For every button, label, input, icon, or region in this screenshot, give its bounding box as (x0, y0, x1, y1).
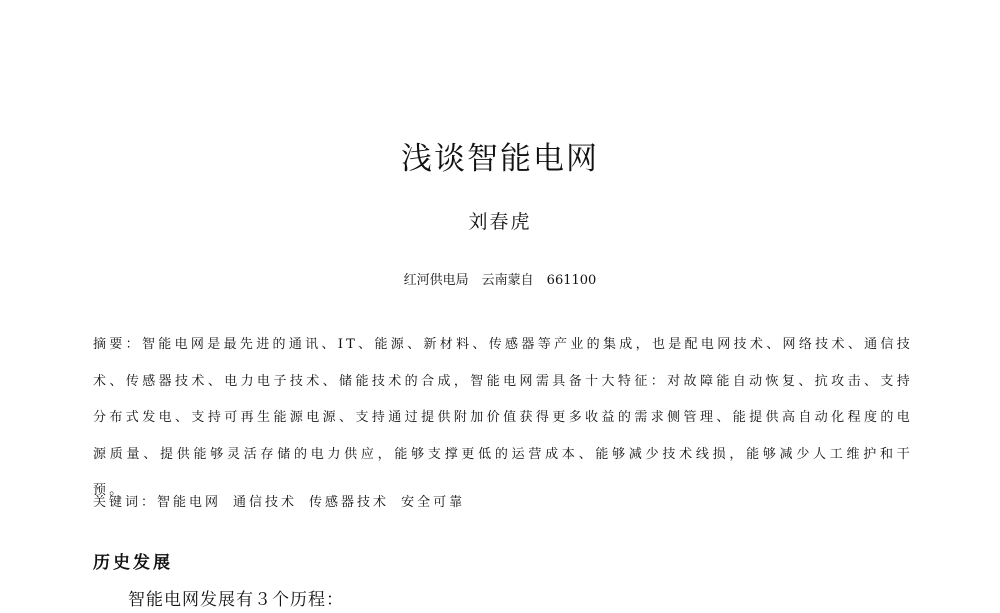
abstract (93, 327, 913, 510)
paper-title: 浅谈智能电网 (401, 141, 599, 177)
keywords-label: 关键词： (93, 495, 158, 510)
keyword-item: 通信技术 (233, 495, 298, 510)
keyword-item: 安全可靠 (401, 495, 466, 510)
keyword-item: 智能电网 (157, 495, 222, 510)
author-name: 刘春虎 (468, 211, 532, 233)
abstract-label: 摘要： (93, 337, 142, 352)
section-heading: 历史发展 (93, 553, 173, 573)
abstract-text: 智能电网是最先进的通讯、IT、能源、新材料、传感器等产业的集成，也是配电网技术、网络技术、通信技术、传感器技术、电力电子技术、储能技术的合成，智能电网需具备十大特征：对故障能自动恢复、抗攻击、支持分布式发电、支持可再生能源电源、支持通过提供附加价值获得更多收益的需求侧管理、能提供高自动化程度的电源质量、提供能够灵活存储的电力供应，能够支撑更低的运营成本、能够减少技术线损，能够减少人工维护和干预。 (93, 337, 913, 498)
body-paragraph: 智能电网发展有３个历程： (128, 590, 344, 610)
keywords (93, 493, 913, 513)
author-affiliation: 红河供电局 云南蒙自 661100 (403, 273, 597, 288)
keyword-item: 传感器技术 (309, 495, 390, 510)
